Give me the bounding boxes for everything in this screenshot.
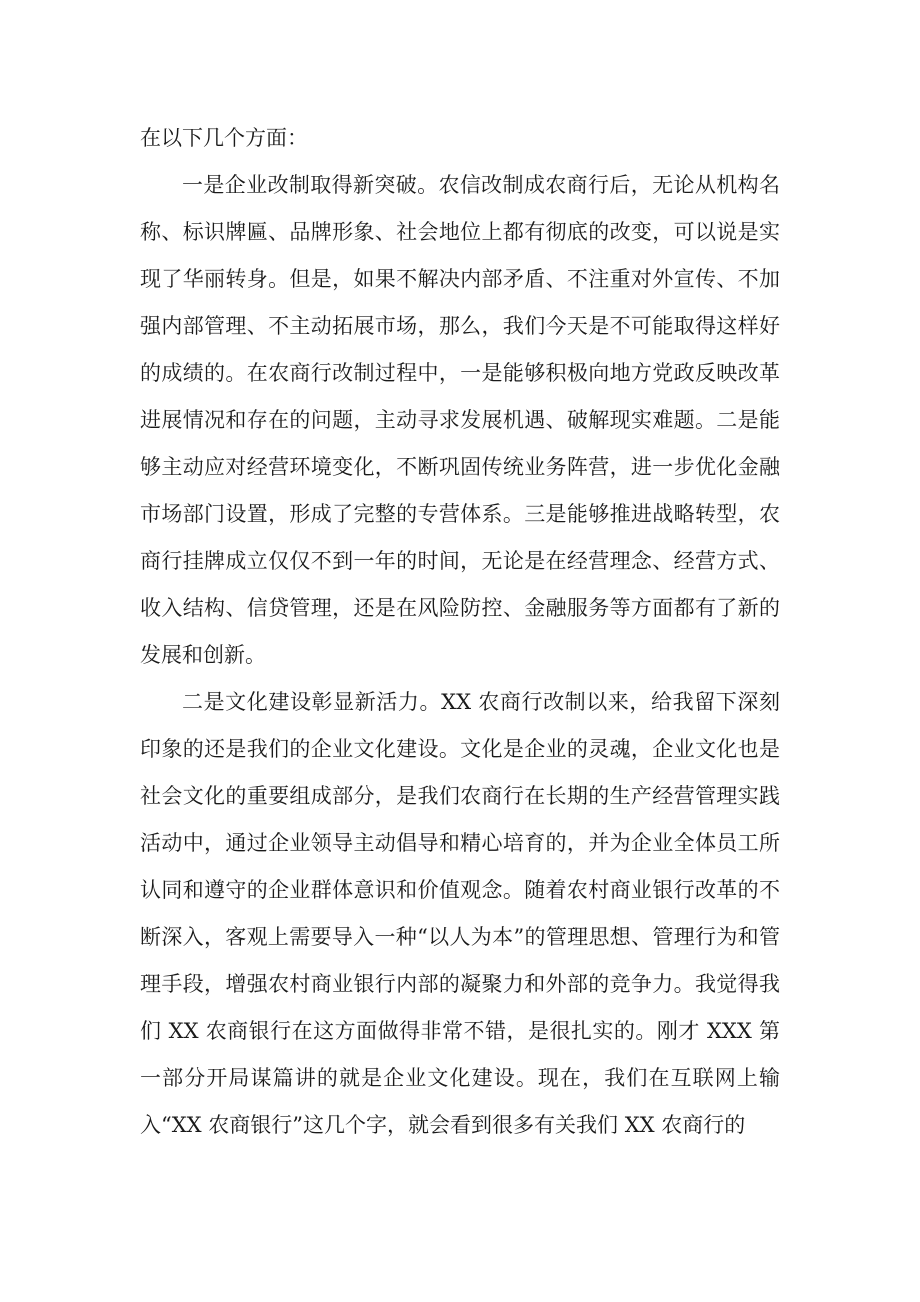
document-body bbox=[140, 115, 780, 1149]
paragraph-enterprise-reform: 一是企业改制取得新突破。农信改制成农商行后，无论从机构名称、标识牌匾、品牌形象、社会地位上都有彻底的改变，可以说是实现了华丽转身。但是，如果不解决内部矛盾、不注重对外宣传、不加强内部管理、不主动拓展市场，那么，我们今天是不可能取得这样好的成绩的。在农商行改制过程中，一是能够积极向地方党政反映改革进展情况和存在的问题，主动寻求发展机遇、破解现实难题。二是能够主动应对经营环境变化，不断巩固传统业务阵营，进一步优化金融市场部门设置，形成了完整的专营体系。三是能够推进战略转型，农商行挂牌成立仅仅不到一年的时间，无论是在经营理念、经营方式、收入结构、信贷管理，还是在风险防控、金融服务等方面都有了新的发展和创新。 bbox=[140, 173, 780, 667]
paragraph-culture-building: 二是文化建设彰显新活力。XX 农商行改制以来，给我留下深刻印象的还是我们的企业文化建设。文化是企业的灵魂，企业文化也是社会文化的重要组成部分，是我们农商行在长期的生产经营管理实践活动中，通过企业领导主动倡导和精心培育的，并为企业全体员工所认同和遵守的企业群体意识和价值观念。随着农村商业银行改革的不断深入，客观上需要导入一种“以人为本”的管理思想、管理行为和管理手段，增强农村商业银行内部的凝聚力和外部的竞争力。我觉得我们 XX 农商银行在这方面做得非常不错，是很扎实的。刚才 XXX 第一部分开局谋篇讲的就是企业文化建设。现在，我们在互联网上输入“XX 农商银行”这几个字，就会看到很多有关我们 XX 农商行的 bbox=[140, 690, 780, 1137]
paragraph-intro: 在以下几个方面： bbox=[140, 126, 308, 150]
